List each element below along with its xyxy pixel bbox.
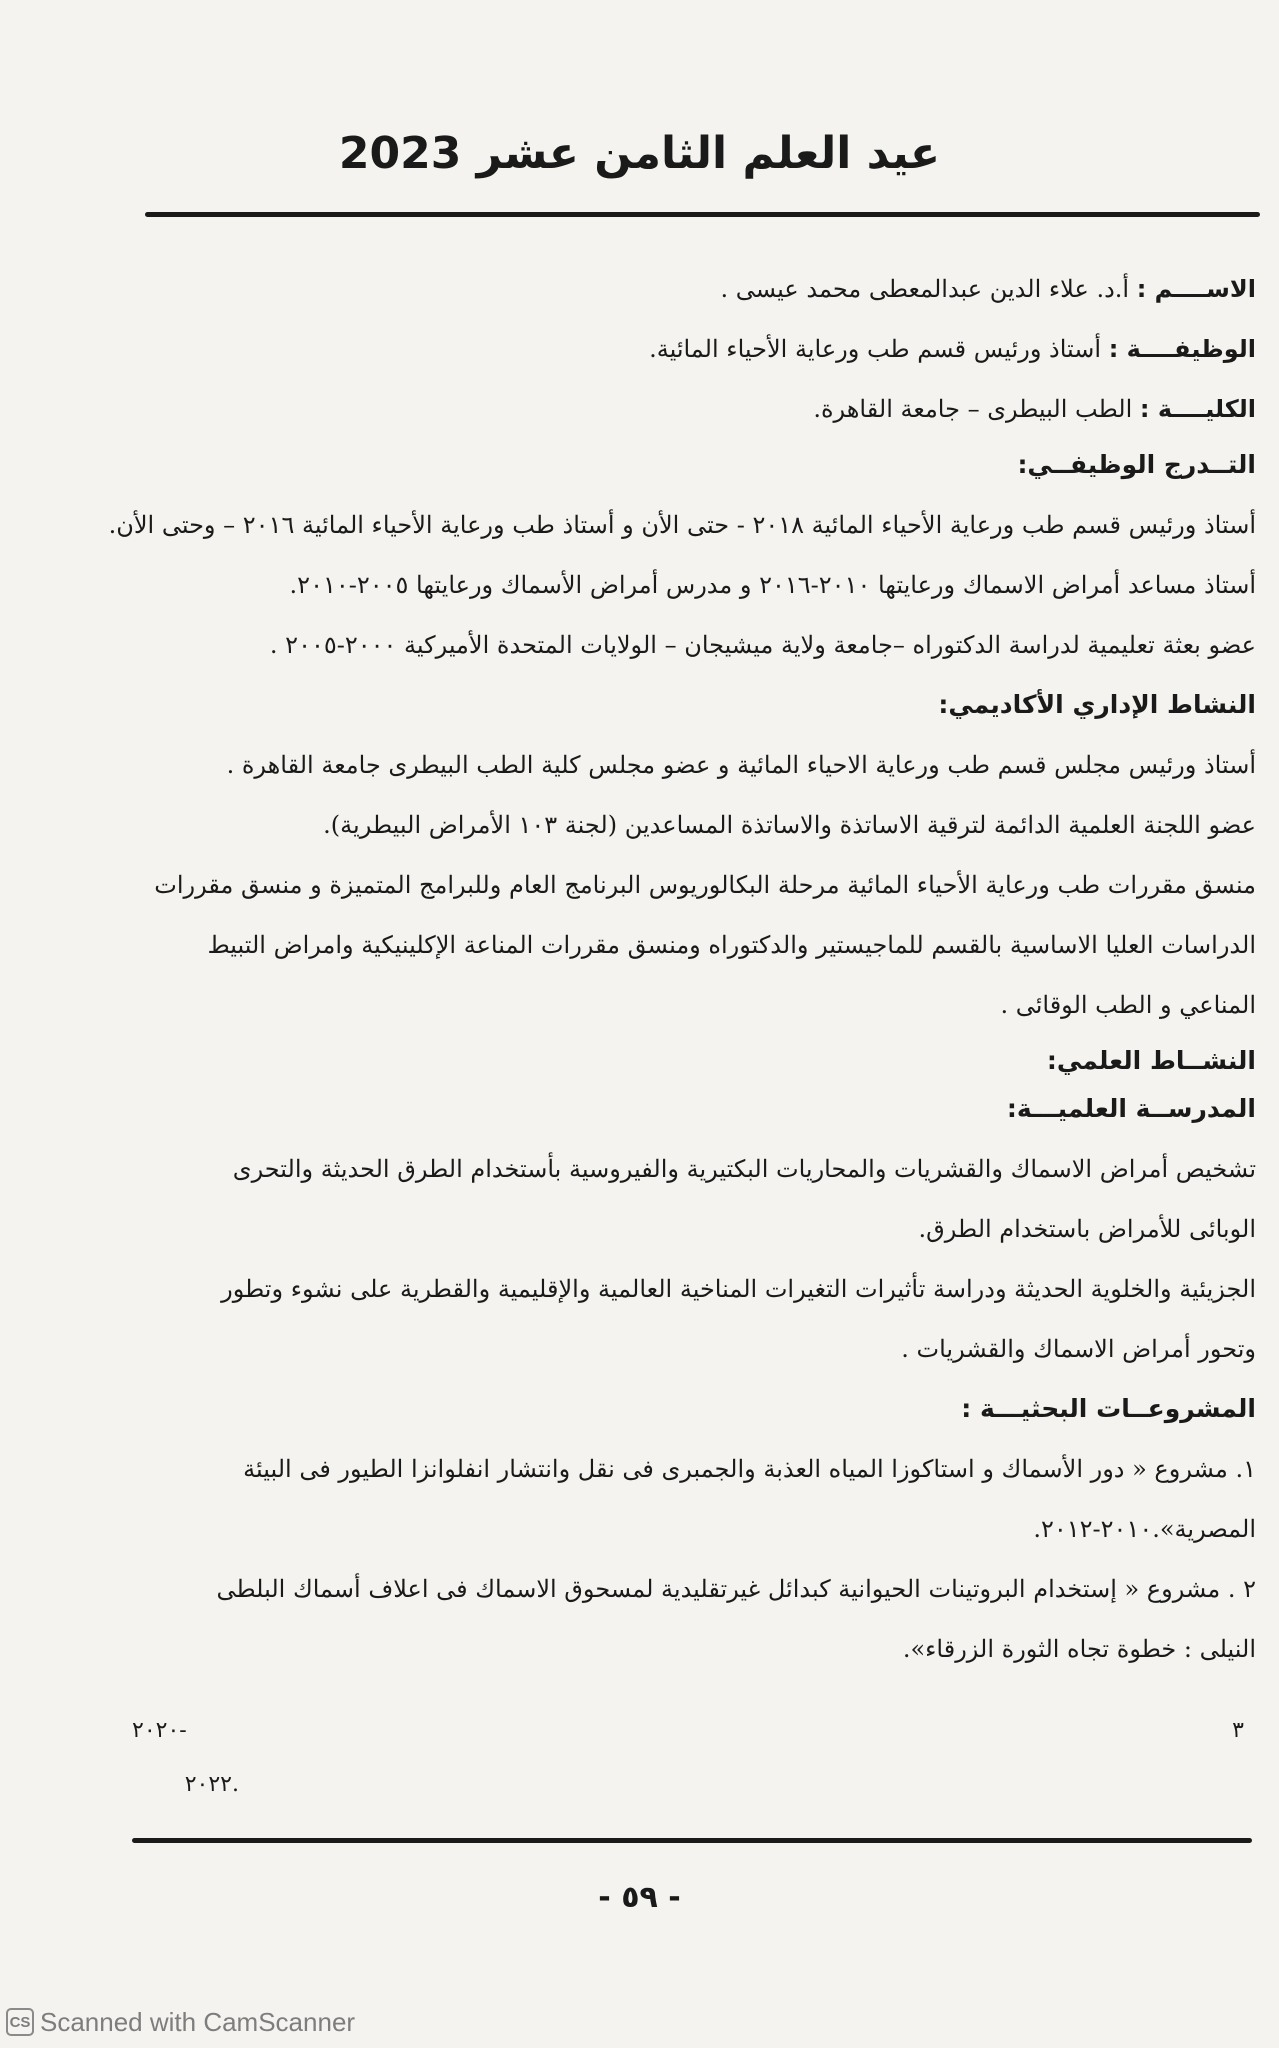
admin-line: عضو اللجنة العلمية الدائمة لترقية الاساتذة والاساتذة المساعدين (لجنة ١٠٣ الأمراض البيطرية). (323, 811, 1256, 839)
project-line: ٢ . مشروع « إستخدام البروتينات الحيوانية كبدائل غيرتقليدية لمسحوق الاسماك فى اعلاف أسماك البلطى (216, 1575, 1256, 1603)
career-line: أستاذ ورئيس قسم طب ورعاية الأحياء المائية ٢٠١٨ - حتى الأن و أستاذ طب ورعاية الأحياء المائية ٢٠١٦ – وحتى الأن. (108, 511, 1256, 539)
camscanner-watermark (6, 2006, 355, 2038)
career-heading: التــدرج الوظيفــي: (1017, 450, 1256, 479)
watermark-text: Scanned with CamScanner (40, 2006, 356, 2037)
career-line: عضو بعثة تعليمية لدراسة الدكتوراه –جامعة ولاية ميشيجان – الولايات المتحدة الأميركية ٢٠٠٠-٢٠٠٥ . (269, 631, 1256, 659)
admin-line: أستاذ ورئيس مجلس قسم طب ورعاية الاحياء المائية و عضو مجلس كلية الطب البيطرى جامعة القاهرة . (226, 751, 1256, 779)
school-line: الوبائى للأمراض باستخدام الطرق. (918, 1215, 1256, 1243)
name-value: أ.د. علاء الدين عبدالمعطى محمد عيسى . (720, 275, 1130, 303)
camscanner-logo-icon: CS (6, 2008, 34, 2036)
projects-heading: المشروعــات البحثيـــة : (961, 1394, 1256, 1423)
page-number: - ٥٩ - (598, 1880, 681, 1915)
faculty-label: الكليــــة : (1139, 395, 1256, 423)
project-3-years-end: ٢٠٢٢. (184, 1772, 239, 1797)
admin-line: الدراسات العليا الاساسية بالقسم للماجيستير والدكتوراه ومنسق مقررات المناعة الإكلينيكية وامراض التبيط (207, 931, 1256, 959)
admin-line: منسق مقررات طب ورعاية الأحياء المائية مرحلة البكالوريوس البرنامج العام وللبرامج المتميزة و منسق مقررات (154, 871, 1256, 899)
science-heading: النشــاط العلمي: (1046, 1046, 1256, 1075)
admin-heading: النشاط الإداري الأكاديمي: (938, 690, 1256, 719)
document-body (108, 272, 1256, 1692)
school-heading: المدرســة العلميـــة: (1006, 1094, 1256, 1123)
school-line: الجزيئية والخلوية الحديثة ودراسة تأثيرات التغيرات المناخية العالمية والإقليمية والقطرية على نشوء وتطور (221, 1275, 1256, 1303)
project-3-years-start: ٢٠٢٠- (132, 1718, 187, 1743)
faculty-row (128, 392, 1256, 426)
project-item-3 (128, 1718, 1256, 1752)
project-line: النيلى : خطوة تجاه الثورة الزرقاء». (902, 1635, 1256, 1663)
project-line: ١. مشروع « دور الأسماك و استاكوزا المياه العذبة والجمبرى فى نقل وانتشار انفلوانزا الطيور فى البيئة (243, 1455, 1256, 1483)
position-value: أستاذ ورئيس قسم طب ورعاية الأحياء المائية. (649, 335, 1102, 363)
page-title: عيد العلم الثامن عشر 2023 (338, 128, 941, 179)
career-line: أستاذ مساعد أمراض الاسماك ورعايتها ٢٠١٠-٢٠١٦ و مدرس أمراض الأسماك ورعايتها ٢٠٠٥-٢٠١٠. (289, 571, 1256, 599)
header-divider (145, 212, 1260, 217)
project-3-number: ٣ (1232, 1718, 1244, 1743)
school-line: وتحور أمراض الاسماك والقشريات . (901, 1335, 1256, 1363)
faculty-value: الطب البيطرى – جامعة القاهرة. (813, 395, 1133, 423)
name-row (128, 272, 1256, 306)
project-line: المصرية».٢٠١٠-٢٠١٢. (1033, 1515, 1256, 1543)
position-row (128, 332, 1256, 366)
admin-line: المناعي و الطب الوقائى . (1000, 991, 1256, 1019)
position-label: الوظيفــــة : (1108, 335, 1256, 363)
name-label: الاســــم : (1136, 275, 1256, 303)
school-line: تشخيص أمراض الاسماك والقشريات والمحاريات البكتيرية والفيروسية بأستخدام الطرق الحديثة والتحرى (232, 1155, 1256, 1183)
footer-divider (132, 1838, 1252, 1843)
